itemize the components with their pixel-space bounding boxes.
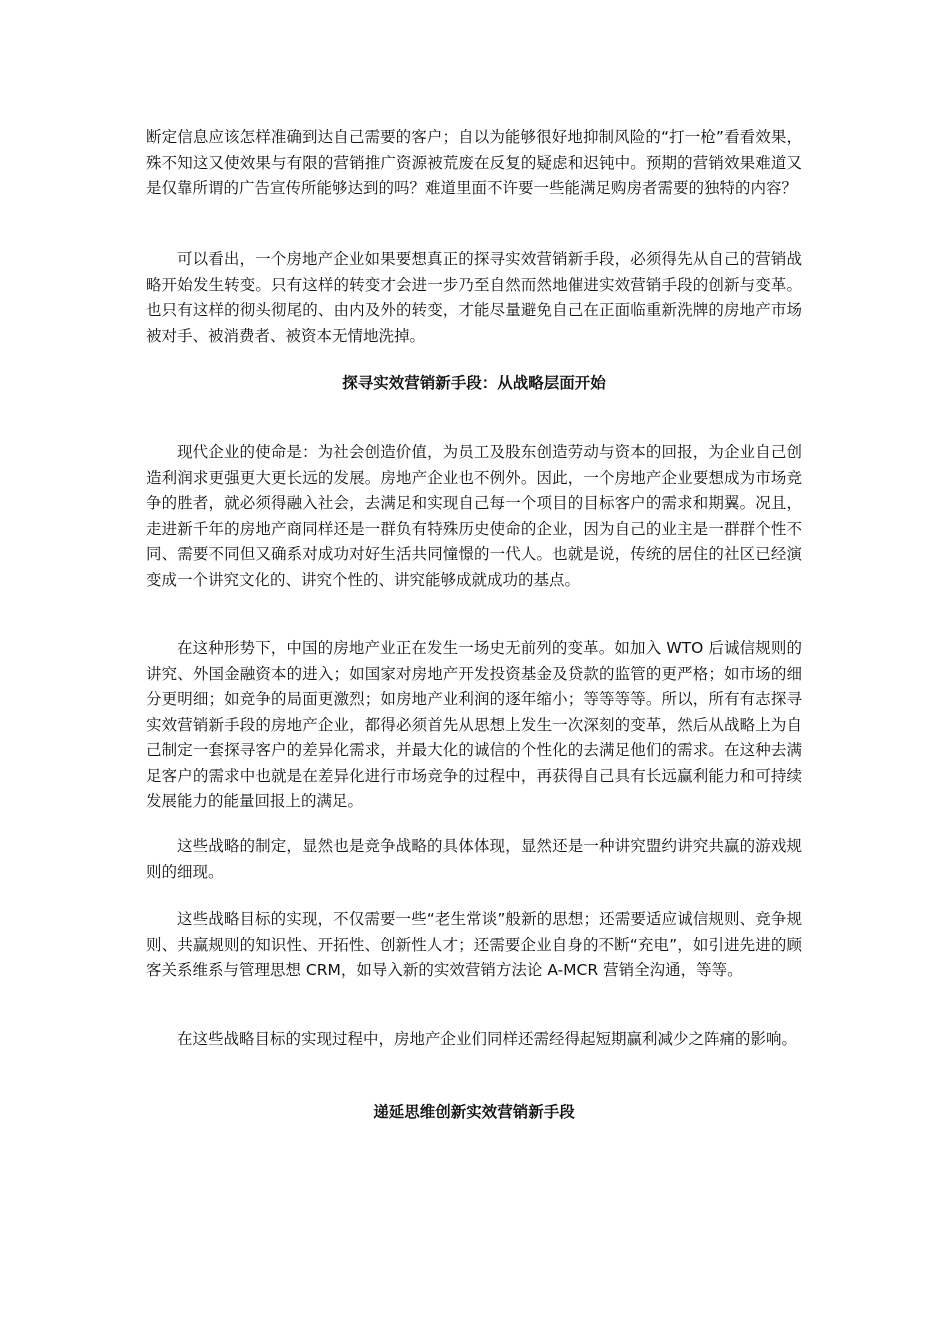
document-page [146,0,802,1344]
paragraph-intro-continued: 断定信息应该怎样准确到达自己需要的客户；自以为能够很好地抑制风险的“打一枪”看看效果，殊不知这又使效果与有限的营销推广资源被荒废在反复的疑虑和迟钝中。预期的营销效果难道又是仅靠所谓的广告宣传所能够达到的吗？难道里面不许要一些能满足购房者需要的独特的内容？ [146,128,802,197]
paragraph-short-term-pain: 在这些战略目标的实现过程中，房地产企业们同样还需经得起短期赢利减少之阵痛的影响。 [177,1030,798,1048]
paragraph-enterprise-mission: 现代企业的使命是：为社会创造价值，为员工及股东创造劳动与资本的回报，为企业自己创造利润求更强更大更长远的发展。房地产企业也不例外。因此，一个房地产企业要想成为市场竞争的胜者，就必须得融入社会，去满足和实现自己每一个项目的目标客户的需求和期翼。况且，走进新千年的房地产商同样还是一群负有特殊历史使命的企业，因为自己的业主是一群群个性不同、需要不同但又确系对成功对好生活共同憧憬的一代人。也就是说，传统的居住的社区已经演变成一个讲究文化的、讲究个性的、讲究能够成就成功的基点。 [146,443,802,589]
paragraph-strategy-shift: 可以看出，一个房地产企业如果要想真正的探寻实效营销新手段，必须得先从自己的营销战略开始发生转变。只有这样的转变才会进一步乃至自然而然地催进实效营销手段的创新与变革。也只有这样的彻头彻尾的、由内及外的转变，才能尽量避免自己在正面临重新洗牌的房地产市场被对手、被消费者、被资本无情地洗掉。 [146,250,802,345]
paragraph-competitive-strategy: 这些战略的制定，显然也是竞争战略的具体体现，显然还是一种讲究盟约讲究共赢的游戏规则的细现。 [146,837,802,881]
section-heading-strategy: 探寻实效营销新手段：从战略层面开始 [342,374,606,392]
section-heading-deferred-thinking: 递延思维创新实效营销新手段 [373,1103,575,1121]
paragraph-industry-change: 在这种形势下，中国的房地产业正在发生一场史无前列的变革。如加入 WTO 后诚信规则的讲究、外国金融资本的进入；如国家对房地产开发投资基金及贷款的监管的更严格；如市场的细分更明细；如竞争的局面更激烈；如房地产业利润的逐年缩小；等等等等。所以，所有有志探寻实效营销新手段的房地产企业，都得必须首先从思想上发生一次深刻的变革，然后从战略上为自己制定一套探寻客户的差异化需求，并最大化的诚信的个性化的去满足他们的需求。在这种去满足客户的需求中也就是在差异化进行市场竞争的过程中，再获得自己具有长远赢利能力和可持续发展能力的能量回报上的满足。 [146,639,802,810]
paragraph-strategic-goals: 这些战略目标的实现，不仅需要一些“老生常谈”般新的思想；还需要适应诚信规则、竞争规则、共赢规则的知识性、开拓性、创新性人才；还需要企业自身的不断“充电”，如引进先进的顾客关系维系与管理思想 CRM，如导入新的实效营销方法论 A-MCR 营销全沟通，等等。 [146,910,802,979]
